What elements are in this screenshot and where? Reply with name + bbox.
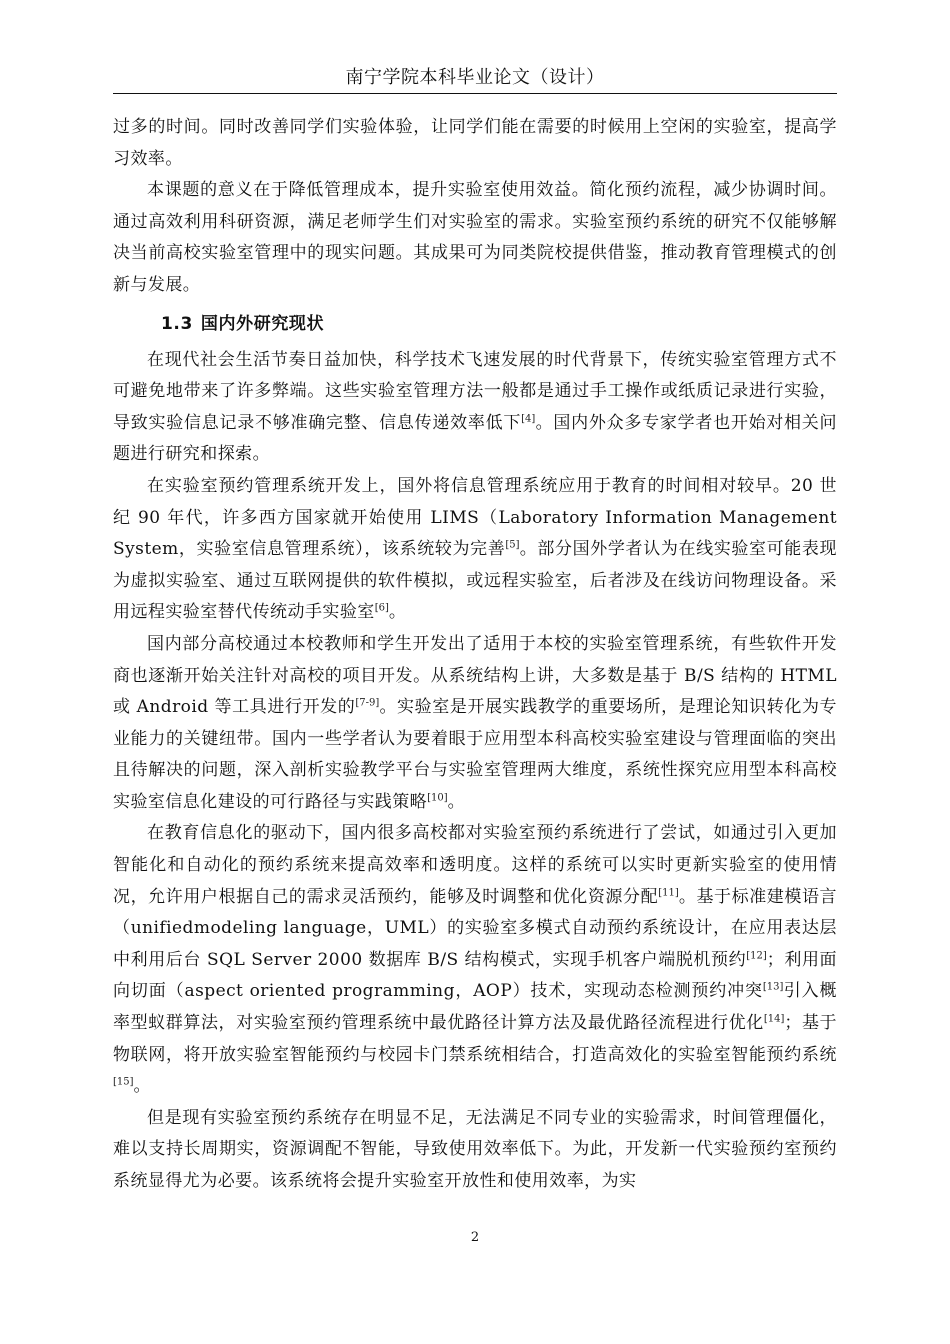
- paragraph: [113, 818, 837, 1102]
- paragraph: [113, 471, 837, 629]
- citation: [13]: [762, 981, 784, 993]
- citation: [11]: [658, 887, 679, 898]
- paragraph-text: 。: [447, 791, 466, 812]
- paragraph-text: 但是现有实验室预约系统存在明显不足，无法满足不同专业的实验需求，时间管理僵化，难以支持长周期实，资源调配不智能，导致使用效率低下。为此，开发新一代实验预约室预约系统显得尤为必要。该系统将会提升实验室开放性和使用效率，为实: [113, 1107, 837, 1191]
- section-number: 1.3: [161, 313, 193, 334]
- document-body: [113, 112, 837, 1198]
- paragraph: 过多的时间。同时改善同学们实验体验，让同学们能在需要的时候用上空闲的实验室，提高学习效率。: [113, 117, 837, 169]
- citation: [6]: [374, 602, 389, 614]
- paragraph-text: 。: [133, 1076, 151, 1097]
- paragraph-text: 。基于标准建模语言（unifiedmodeling language，UML）的实验室多模式自动预约系统设计，在应用表达层中利用后台 SQL Server 2000 数据库 B/S 结构模式，实现手机客户端脱机预约: [113, 886, 837, 970]
- citation: [5]: [505, 539, 520, 551]
- header-rule: [113, 93, 837, 94]
- citation: [4]: [521, 413, 536, 425]
- paragraph-text: 国内部分高校通过本校教师和学生开发出了适用于本校的实验室管理系统，有些软件开发商也逐渐开始关注针对高校的项目开发。从系统结构上讲，大多数是基于 B/S 结构的 HTML 或 Android 等工具进行开发的: [113, 633, 837, 718]
- citation: [15]: [113, 1076, 134, 1088]
- page-header: 南宁学院本科毕业论文（设计）: [345, 67, 605, 88]
- paragraph-text: 在实验室预约管理系统开发上，国外将信息管理系统应用于教育的时间相对较早。20 世纪 90 年代，许多西方国家就开始使用 LIMS（Laboratory Information Management System，实验室信息管理系统），该系统较为完善: [113, 475, 837, 560]
- paragraph: 本课题的意义在于降低管理成本，提升实验室使用效益。简化预约流程，减少协调时间。通过高效利用科研资源，满足老师学生们对实验室的需求。实验室预约系统的研究不仅能够解决当前高校实验室管理中的现实问题。其成果可为同类院校提供借鉴，推动教育管理模式的创新与发展。: [113, 180, 837, 295]
- paragraph: [113, 345, 837, 471]
- paragraph: [113, 629, 837, 819]
- paragraph-text: 引入概率型蚁群算法，对实验室预约管理系统中最优路径计算方法及最优路径流程进行优化: [113, 981, 837, 1034]
- citation: [14]: [763, 1013, 785, 1025]
- paragraph-text: 。部分国外学者认为在线实验室可能表现为虚拟实验室、通过互联网提供的软件模拟，或远程实验室，后者涉及在线访问物理设备。采用远程实验室替代传统动手实验室: [113, 539, 837, 623]
- paragraph-text: 在教育信息化的驱动下，国内很多高校都对实验室预约系统进行了尝试，如通过引入更加智能化和自动化的预约系统来提高效率和透明度。这样的系统可以实时更新实验室的使用情况，允许用户根据自己的需求灵活预约，能够及时调整和优化资源分配: [113, 823, 837, 907]
- citation: [7-9]: [355, 697, 380, 709]
- paragraph-text: 在现代社会生活节奏日益加快，科学技术飞速发展的时代背景下，传统实验室管理方式不可避免地带来了许多弊端。这些实验室管理方法一般都是通过手工操作或纸质记录进行实验，导致实验信息记录不够准确完整、信息传递效率低下: [113, 349, 837, 433]
- paragraph-text: 。: [388, 602, 407, 623]
- page-number: 2: [470, 1230, 480, 1245]
- paragraph-text: 。国内外众多专家学者也开始对相关问题进行研究和探索。: [113, 412, 837, 465]
- section-title: 国内外研究现状: [200, 313, 325, 334]
- paragraph: [113, 1103, 837, 1198]
- citation: [10]: [427, 792, 448, 804]
- citation: [12]: [746, 950, 767, 962]
- paragraph-text: ；基于物联网，将开放实验室智能预约与校园卡门禁系统相结合，打造高效化的实验室智能预约系统: [113, 1013, 837, 1065]
- paragraph-text: ；利用面向切面（aspect oriented programming，AOP）技术，实现动态检测预约冲突: [113, 949, 837, 1002]
- paragraph-text: 。实验室是开展实践教学的重要场所，是理论知识转化为专业能力的关键纽带。国内一些学者认为要着眼于应用型本科高校实验室建设与管理面临的突出且待解决的问题，深入剖析实验教学平台与实验室管理两大维度，系统性探究应用型本科高校实验室信息化建设的可行路径与实践策略: [113, 697, 837, 812]
- section-heading: [113, 307, 837, 341]
